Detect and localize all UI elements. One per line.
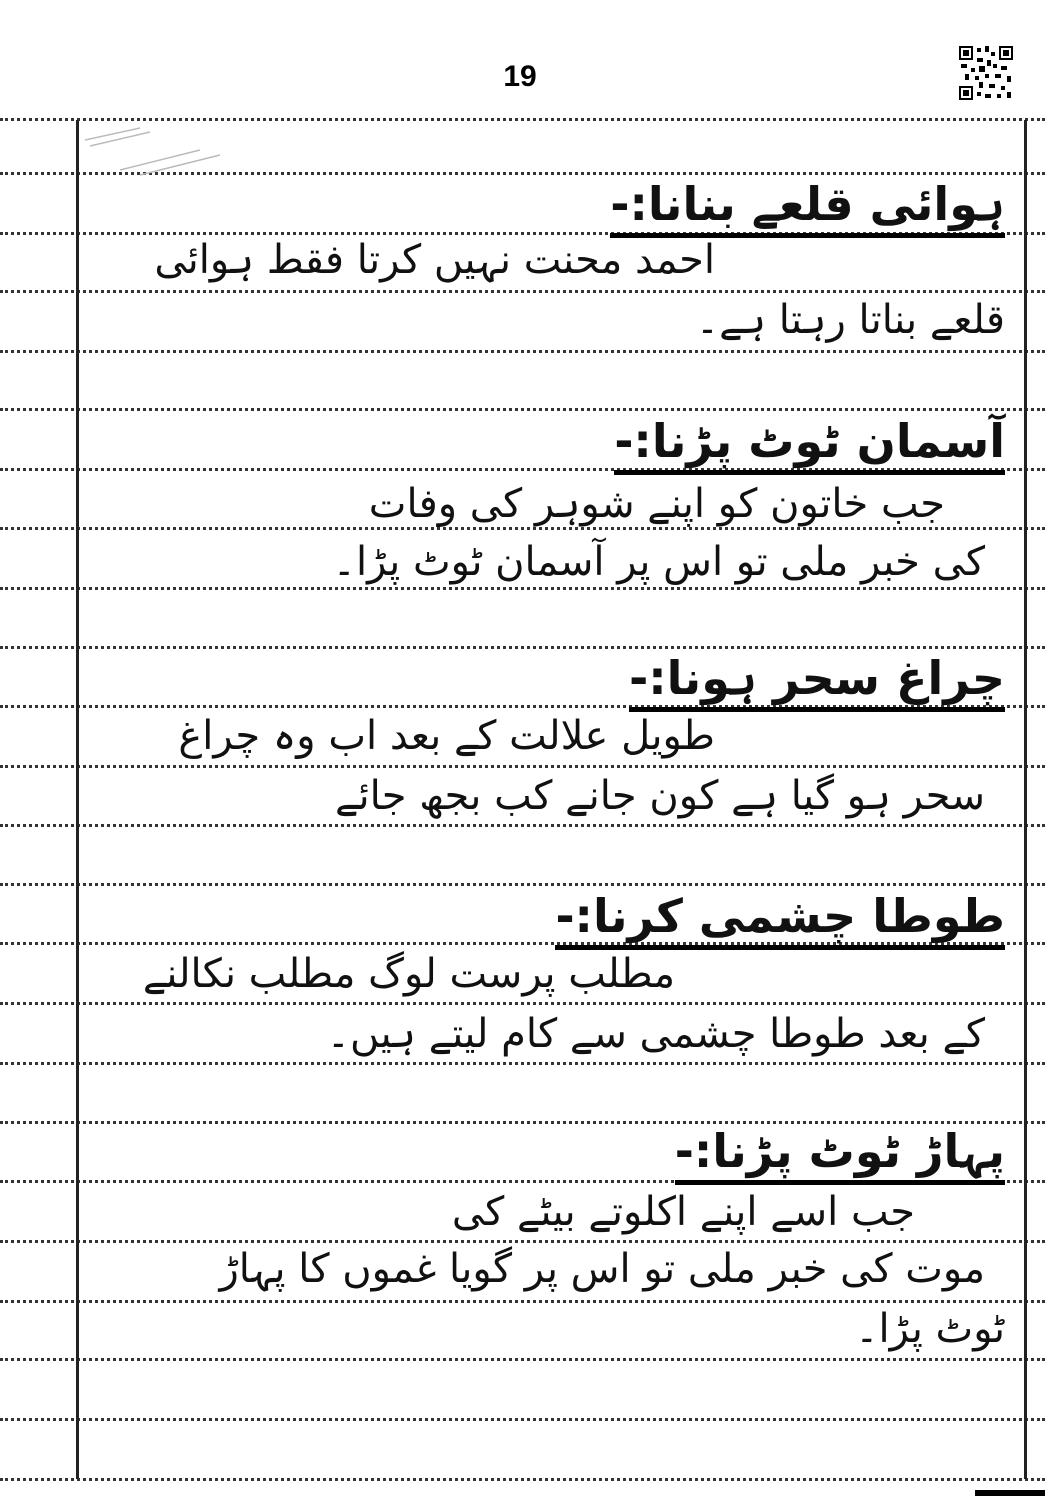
left-margin-line (76, 120, 79, 1479)
ruled-line (0, 646, 1045, 649)
ruled-line (0, 1478, 1045, 1481)
ruled-line (0, 824, 1045, 827)
ruled-line (0, 883, 1045, 886)
idiom-heading: آسمان ٹوٹ پڑنا:- (614, 415, 1005, 475)
example-line: مطلب پرست لوگ مطلب نکالنے (142, 951, 675, 997)
ruled-line (0, 1002, 1045, 1005)
ruled-line (0, 1062, 1045, 1065)
example-line: کے بعد طوطا چشمی سے کام لیتے ہیں۔ (326, 1011, 985, 1057)
ruled-line (0, 408, 1045, 411)
ruled-line (0, 350, 1045, 353)
ruled-line (0, 765, 1045, 768)
idiom-heading: چراغ سحر ہونا:- (629, 652, 1005, 712)
ruled-line (0, 587, 1045, 590)
example-line: کی خبر ملی تو اس پر آسمان ٹوٹ پڑا۔ (332, 539, 985, 585)
example-line: جب خاتون کو اپنے شوہر کی وفات (368, 481, 945, 527)
example-line: قلعے بناتا رہتا ہے۔ (695, 297, 1005, 343)
page-number: 19 (503, 60, 537, 93)
idiom-heading: پہاڑ ٹوٹ پڑنا:- (675, 1125, 1005, 1185)
ruled-line (0, 1358, 1045, 1361)
scan-edge-mark (975, 1490, 1045, 1496)
ruled-line (0, 1240, 1045, 1243)
example-line: ٹوٹ پڑا۔ (855, 1306, 1005, 1352)
ruled-line (0, 1418, 1045, 1421)
example-line: طویل علالت کے بعد اب وہ چراغ (178, 713, 715, 759)
ruled-line (0, 290, 1045, 293)
example-line: جب اسے اپنے اکلوتے بیٹے کی (451, 1189, 915, 1235)
example-line: موت کی خبر ملی تو اس پر گویا غموں کا پہاڑ (219, 1246, 985, 1292)
idiom-heading: ہوائی قلعے بنانا:- (610, 178, 1005, 238)
qr-code-icon (959, 46, 1013, 100)
pencil-smudge (80, 120, 300, 180)
ruled-line (0, 1300, 1045, 1303)
idiom-heading: طوطا چشمی کرنا:- (555, 890, 1005, 950)
example-line: احمد محنت نہیں کرتا فقط ہوائی (154, 237, 715, 283)
example-line: سحر ہو گیا ہے کون جانے کب بجھ جائے (335, 773, 985, 819)
right-margin-line (1024, 120, 1027, 1479)
